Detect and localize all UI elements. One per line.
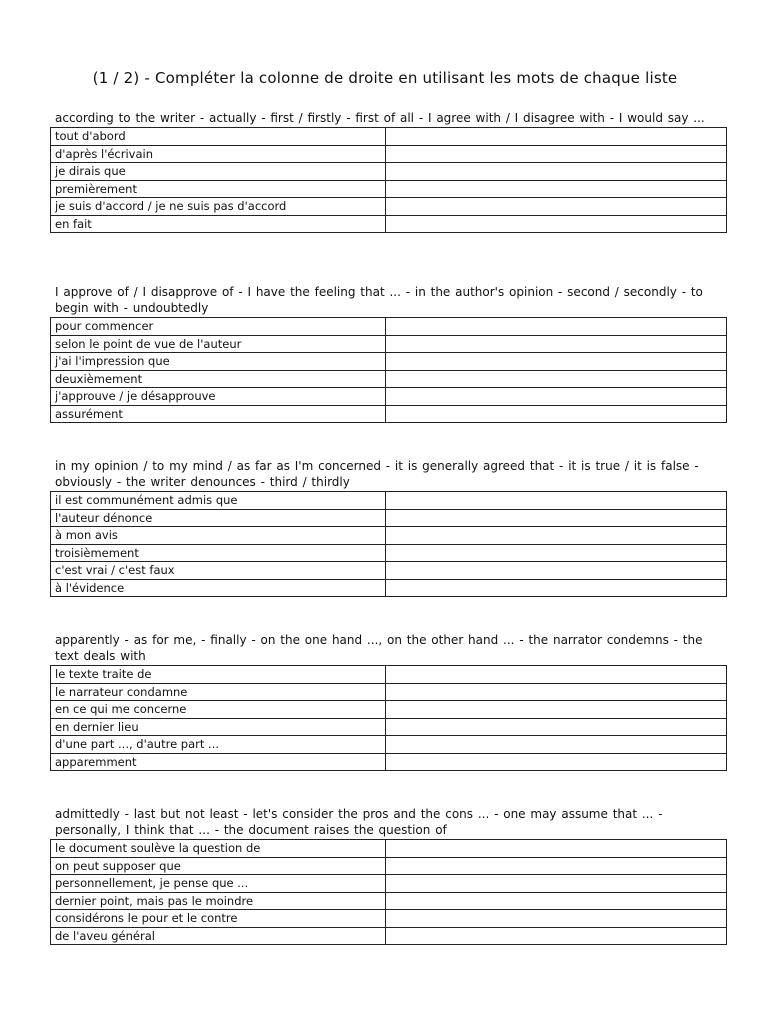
table-row	[51, 840, 727, 858]
section-2	[50, 284, 720, 423]
french-phrase: deuxièmement	[51, 370, 386, 388]
table-row	[51, 492, 727, 510]
answer-cell[interactable]	[386, 527, 727, 545]
section-5	[50, 806, 720, 945]
french-phrase: il est communément admis que	[51, 492, 386, 510]
french-phrase: d'une part ..., d'autre part ...	[51, 736, 386, 754]
word-list: admittedly - last but not least - let's consider the pros and the cons ... - one may assume that ... - personally, I think that ... - the document raises the question of	[55, 807, 663, 837]
section-4	[50, 632, 720, 771]
french-phrase: j'ai l'impression que	[51, 353, 386, 371]
french-phrase: premièrement	[51, 180, 386, 198]
table-row	[51, 370, 727, 388]
table-row	[51, 875, 727, 893]
answer-cell[interactable]	[386, 492, 727, 510]
answer-cell[interactable]	[386, 683, 727, 701]
answer-cell[interactable]	[386, 579, 727, 597]
table-row	[51, 163, 727, 181]
answer-cell[interactable]	[386, 318, 727, 336]
table-row	[51, 927, 727, 945]
french-phrase: j'approuve / je désapprouve	[51, 388, 386, 406]
french-phrase: on peut supposer que	[51, 857, 386, 875]
section-1	[50, 110, 720, 233]
french-phrase: selon le point de vue de l'auteur	[51, 335, 386, 353]
french-phrase: le document soulève la question de	[51, 840, 386, 858]
word-list: apparently - as for me, - finally - on the one hand ..., on the other hand ... - the narrator condemns - the text deals with	[55, 633, 703, 663]
answer-cell[interactable]	[386, 701, 727, 719]
french-phrase: le texte traite de	[51, 666, 386, 684]
answer-cell[interactable]	[386, 215, 727, 233]
table-row	[51, 198, 727, 216]
answer-cell[interactable]	[386, 840, 727, 858]
table-row	[51, 180, 727, 198]
french-phrase: je suis d'accord / je ne suis pas d'accord	[51, 198, 386, 216]
table-row	[51, 892, 727, 910]
answer-cell[interactable]	[386, 892, 727, 910]
french-phrase: troisièmement	[51, 544, 386, 562]
french-phrase: l'auteur dénonce	[51, 509, 386, 527]
word-list: I approve of / I disapprove of - I have the feeling that ... - in the author's opinion - second / secondly - to begin with - undoubtedly	[55, 285, 703, 315]
answer-table	[50, 317, 727, 423]
french-phrase: à l'évidence	[51, 579, 386, 597]
answer-cell[interactable]	[386, 718, 727, 736]
answer-cell[interactable]	[386, 927, 727, 945]
answer-cell[interactable]	[386, 145, 727, 163]
table-row	[51, 718, 727, 736]
answer-cell[interactable]	[386, 910, 727, 928]
answer-cell[interactable]	[386, 509, 727, 527]
french-phrase: apparemment	[51, 753, 386, 771]
answer-cell[interactable]	[386, 562, 727, 580]
table-row	[51, 666, 727, 684]
french-phrase: d'après l'écrivain	[51, 145, 386, 163]
table-row	[51, 527, 727, 545]
french-phrase: en fait	[51, 215, 386, 233]
table-row	[51, 509, 727, 527]
answer-cell[interactable]	[386, 198, 727, 216]
page-title: (1 / 2) - Compléter la colonne de droite en utilisant les mots de chaque liste	[92, 69, 678, 87]
french-phrase: pour commencer	[51, 318, 386, 336]
table-row	[51, 701, 727, 719]
word-list: in my opinion / to my mind / as far as I'm concerned - it is generally agreed that - it is true / it is false - obviously - the writer denounces - third / thirdly	[55, 459, 699, 489]
table-row	[51, 405, 727, 423]
table-row	[51, 353, 727, 371]
table-row	[51, 544, 727, 562]
table-row	[51, 683, 727, 701]
section-3	[50, 458, 720, 597]
table-row	[51, 910, 727, 928]
answer-cell[interactable]	[386, 857, 727, 875]
table-row	[51, 145, 727, 163]
answer-table	[50, 127, 727, 233]
table-row	[51, 736, 727, 754]
french-phrase: dernier point, mais pas le moindre	[51, 892, 386, 910]
table-row	[51, 335, 727, 353]
table-row	[51, 753, 727, 771]
french-phrase: assurément	[51, 405, 386, 423]
answer-cell[interactable]	[386, 163, 727, 181]
word-list: according to the writer - actually - first / firstly - first of all - I agree with / I disagree with - I would say ...	[55, 111, 705, 125]
french-phrase: le narrateur condamne	[51, 683, 386, 701]
answer-cell[interactable]	[386, 128, 727, 146]
answer-cell[interactable]	[386, 666, 727, 684]
answer-cell[interactable]	[386, 736, 727, 754]
answer-cell[interactable]	[386, 405, 727, 423]
answer-table	[50, 839, 727, 945]
answer-cell[interactable]	[386, 544, 727, 562]
answer-cell[interactable]	[386, 180, 727, 198]
french-phrase: en dernier lieu	[51, 718, 386, 736]
answer-cell[interactable]	[386, 353, 727, 371]
answer-cell[interactable]	[386, 370, 727, 388]
french-phrase: de l'aveu général	[51, 927, 386, 945]
french-phrase: à mon avis	[51, 527, 386, 545]
french-phrase: tout d'abord	[51, 128, 386, 146]
table-row	[51, 579, 727, 597]
answer-table	[50, 491, 727, 597]
table-row	[51, 215, 727, 233]
french-phrase: considérons le pour et le contre	[51, 910, 386, 928]
table-row	[51, 128, 727, 146]
table-row	[51, 388, 727, 406]
french-phrase: c'est vrai / c'est faux	[51, 562, 386, 580]
answer-cell[interactable]	[386, 875, 727, 893]
table-row	[51, 857, 727, 875]
answer-cell[interactable]	[386, 753, 727, 771]
table-row	[51, 562, 727, 580]
table-row	[51, 318, 727, 336]
answer-table	[50, 665, 727, 771]
french-phrase: en ce qui me concerne	[51, 701, 386, 719]
answer-cell[interactable]	[386, 335, 727, 353]
french-phrase: personnellement, je pense que ...	[51, 875, 386, 893]
french-phrase: je dirais que	[51, 163, 386, 181]
answer-cell[interactable]	[386, 388, 727, 406]
